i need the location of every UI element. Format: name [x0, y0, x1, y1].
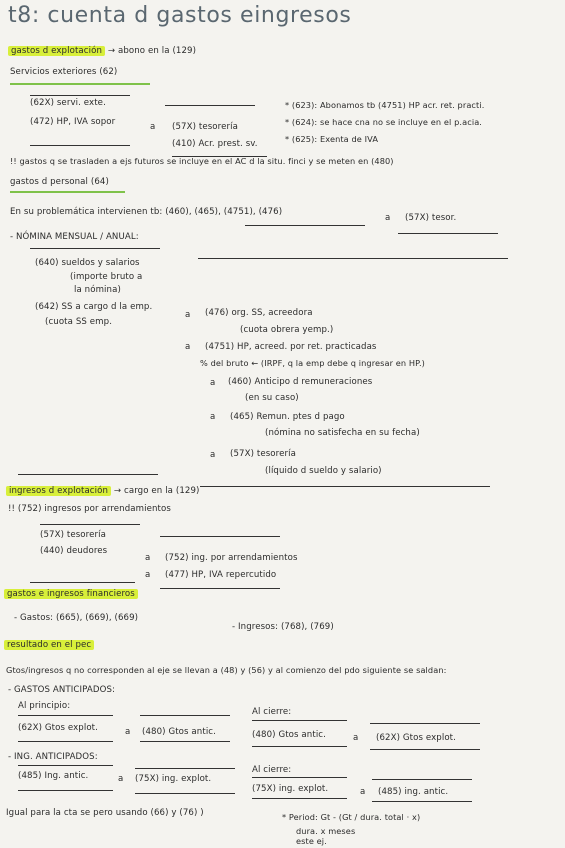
- entry-line: (640) sueldos y salarios: [35, 258, 140, 268]
- section-heading: resultado en el pec: [4, 640, 94, 650]
- entry-line: (480) Gtos antic.: [252, 730, 326, 740]
- divider: [18, 765, 113, 766]
- divider: [398, 233, 498, 234]
- entry-line: (57X) tesorería: [172, 122, 238, 132]
- divider: [252, 777, 347, 778]
- periodo-formula: * Period: Gt - (Gt / dura. total · x): [282, 812, 421, 822]
- section-gastos-explotacion: [8, 46, 196, 56]
- divider: [252, 720, 347, 721]
- entry-line: (en su caso): [245, 393, 299, 403]
- section-heading: gastos d explotación: [8, 46, 105, 56]
- ingresos-anticipados-heading: - ING. ANTICIPADOS:: [8, 752, 98, 762]
- entry-line: (472) HP, IVA sopor: [30, 117, 116, 127]
- divider: [18, 715, 113, 716]
- entry-line: (4751) HP, acreed. por ret. practicadas: [205, 342, 377, 352]
- servicios-exteriores: Servicios exteriores (62): [10, 67, 118, 77]
- divider: [30, 145, 130, 146]
- note-623: * (623): Abonamos tb (4751) HP acr. ret. practi.: [285, 100, 485, 110]
- periodo-formula-line3: este ej.: [296, 836, 327, 846]
- entry-line: (480) Gtos antic.: [142, 727, 216, 737]
- entry-a: a: [210, 378, 216, 388]
- ingresos-financieros: - Ingresos: (768), (769): [232, 622, 334, 632]
- divider: [370, 749, 480, 750]
- entry-line: (57X) tesorería: [230, 449, 296, 459]
- divider: [135, 793, 235, 794]
- divider: [160, 536, 280, 537]
- entry-a: a: [210, 450, 216, 460]
- entry-line: (cuota SS emp.: [45, 317, 113, 327]
- section-ingresos-explotacion: [6, 486, 199, 496]
- entry-line: (62X) servi. exte.: [30, 98, 106, 108]
- divider: [135, 768, 235, 769]
- divider: [40, 524, 140, 525]
- entry-line: la nómina): [74, 285, 121, 295]
- page-title: t8: cuenta d gastos eingresos: [8, 3, 352, 28]
- entry-a: a: [360, 787, 366, 797]
- entry-a: a: [185, 310, 191, 320]
- divider: [30, 582, 135, 583]
- divider: [140, 715, 230, 716]
- entry-line: (57X) tesor.: [405, 213, 457, 223]
- entry-line: !! (752) ingresos por arrendamientos: [8, 504, 171, 514]
- section-financieros: [4, 589, 138, 599]
- entry-line: (476) org. SS, acreedora: [205, 308, 313, 318]
- al-cierre: Al cierre:: [252, 707, 292, 717]
- entry-line: (460) Anticipo d remuneraciones: [228, 377, 373, 387]
- final-note: Igual para la cta se pero usando (66) y (76) ): [6, 808, 204, 818]
- divider: [198, 258, 508, 259]
- entry-a: a: [210, 412, 216, 422]
- entry-line: (75X) ing. explot.: [252, 784, 329, 794]
- entry-a: a: [145, 553, 151, 563]
- entry-line: (642) SS a cargo d la emp.: [35, 302, 153, 312]
- divider: [252, 798, 347, 799]
- divider: [200, 486, 490, 487]
- divider: [252, 746, 347, 747]
- entry-a: a: [185, 342, 191, 352]
- entry-a: a: [145, 570, 151, 580]
- entry-line: (57X) tesorería: [40, 530, 106, 540]
- entry-line: (440) deudores: [40, 546, 108, 556]
- section-heading: ingresos d explotación: [6, 486, 111, 496]
- entry-line: (nómina no satisfecha en su fecha): [265, 428, 420, 438]
- entry-line: (cuota obrera yemp.): [240, 325, 334, 335]
- divider: [370, 723, 480, 724]
- section-resultado: [4, 640, 94, 650]
- divider: [372, 779, 472, 780]
- entry-line: (62X) Gtos explot.: [18, 723, 98, 733]
- entry-a: a: [385, 213, 391, 223]
- problematica: En su problemática intervienen tb: (460), (465), (4751), (476): [10, 207, 283, 217]
- divider: [30, 248, 160, 249]
- entry-line: (485) Ing. antic.: [18, 771, 89, 781]
- divider: [18, 790, 113, 791]
- divider: [245, 225, 365, 226]
- divider: [18, 474, 158, 475]
- entry-line: (importe bruto a: [70, 272, 143, 282]
- section-heading-note: → abono en la (129): [107, 46, 197, 56]
- entry-line: (410) Acr. prest. sv.: [172, 139, 258, 149]
- note-625: * (625): Exenta de IVA: [285, 134, 379, 144]
- periodo-formula-line2: dura. x meses: [296, 826, 356, 836]
- section-heading: gastos e ingresos financieros: [4, 589, 138, 599]
- divider: [30, 95, 130, 96]
- divider: [160, 588, 280, 589]
- entry-line: (465) Remun. ptes d pago: [230, 412, 345, 422]
- section-heading-note: → cargo en la (129): [113, 486, 200, 496]
- entry-a: a: [118, 774, 124, 784]
- entry-a: a: [125, 727, 131, 737]
- entry-line: (485) ing. antic.: [378, 787, 449, 797]
- entry-line: (752) ing. por arrendamientos: [165, 553, 298, 563]
- entry-line: % del bruto ← (IRPF, q la emp debe q ingresar en HP.): [200, 358, 425, 368]
- entry-line: (62X) Gtos explot.: [376, 733, 456, 743]
- gastos-financieros: - Gastos: (665), (669), (669): [14, 613, 139, 623]
- entry-line: (líquido d sueldo y salario): [265, 466, 382, 476]
- divider: [140, 741, 230, 742]
- divider: [372, 801, 472, 802]
- entry-line: (477) HP, IVA repercutido: [165, 570, 277, 580]
- resultado-intro: Gtos/ingresos q no corresponden al eje se llevan a (48) y (56) y al comienzo del pdo siguiente se saldan:: [6, 665, 447, 675]
- nomina-heading: - NÓMINA MENSUAL / ANUAL:: [10, 232, 139, 242]
- entry-a: a: [353, 733, 359, 743]
- entry-a: a: [150, 122, 156, 132]
- divider: [165, 105, 255, 106]
- entry-line: (75X) ing. explot.: [135, 774, 212, 784]
- gastos-personal: gastos d personal (64): [10, 177, 109, 187]
- green-underline: [10, 83, 150, 85]
- note-traslado: !! gastos q se trasladen a ejs futuros se incluye en el AC d la situ. finci y se meten en (480): [10, 156, 394, 166]
- green-underline: [10, 191, 125, 193]
- al-principio: Al principio:: [18, 701, 71, 711]
- gastos-anticipados-heading: - GASTOS ANTICIPADOS:: [8, 685, 115, 695]
- al-cierre: Al cierre:: [252, 765, 292, 775]
- divider: [18, 741, 113, 742]
- note-624: * (624): se hace cna no se incluye en el p.acia.: [285, 117, 483, 127]
